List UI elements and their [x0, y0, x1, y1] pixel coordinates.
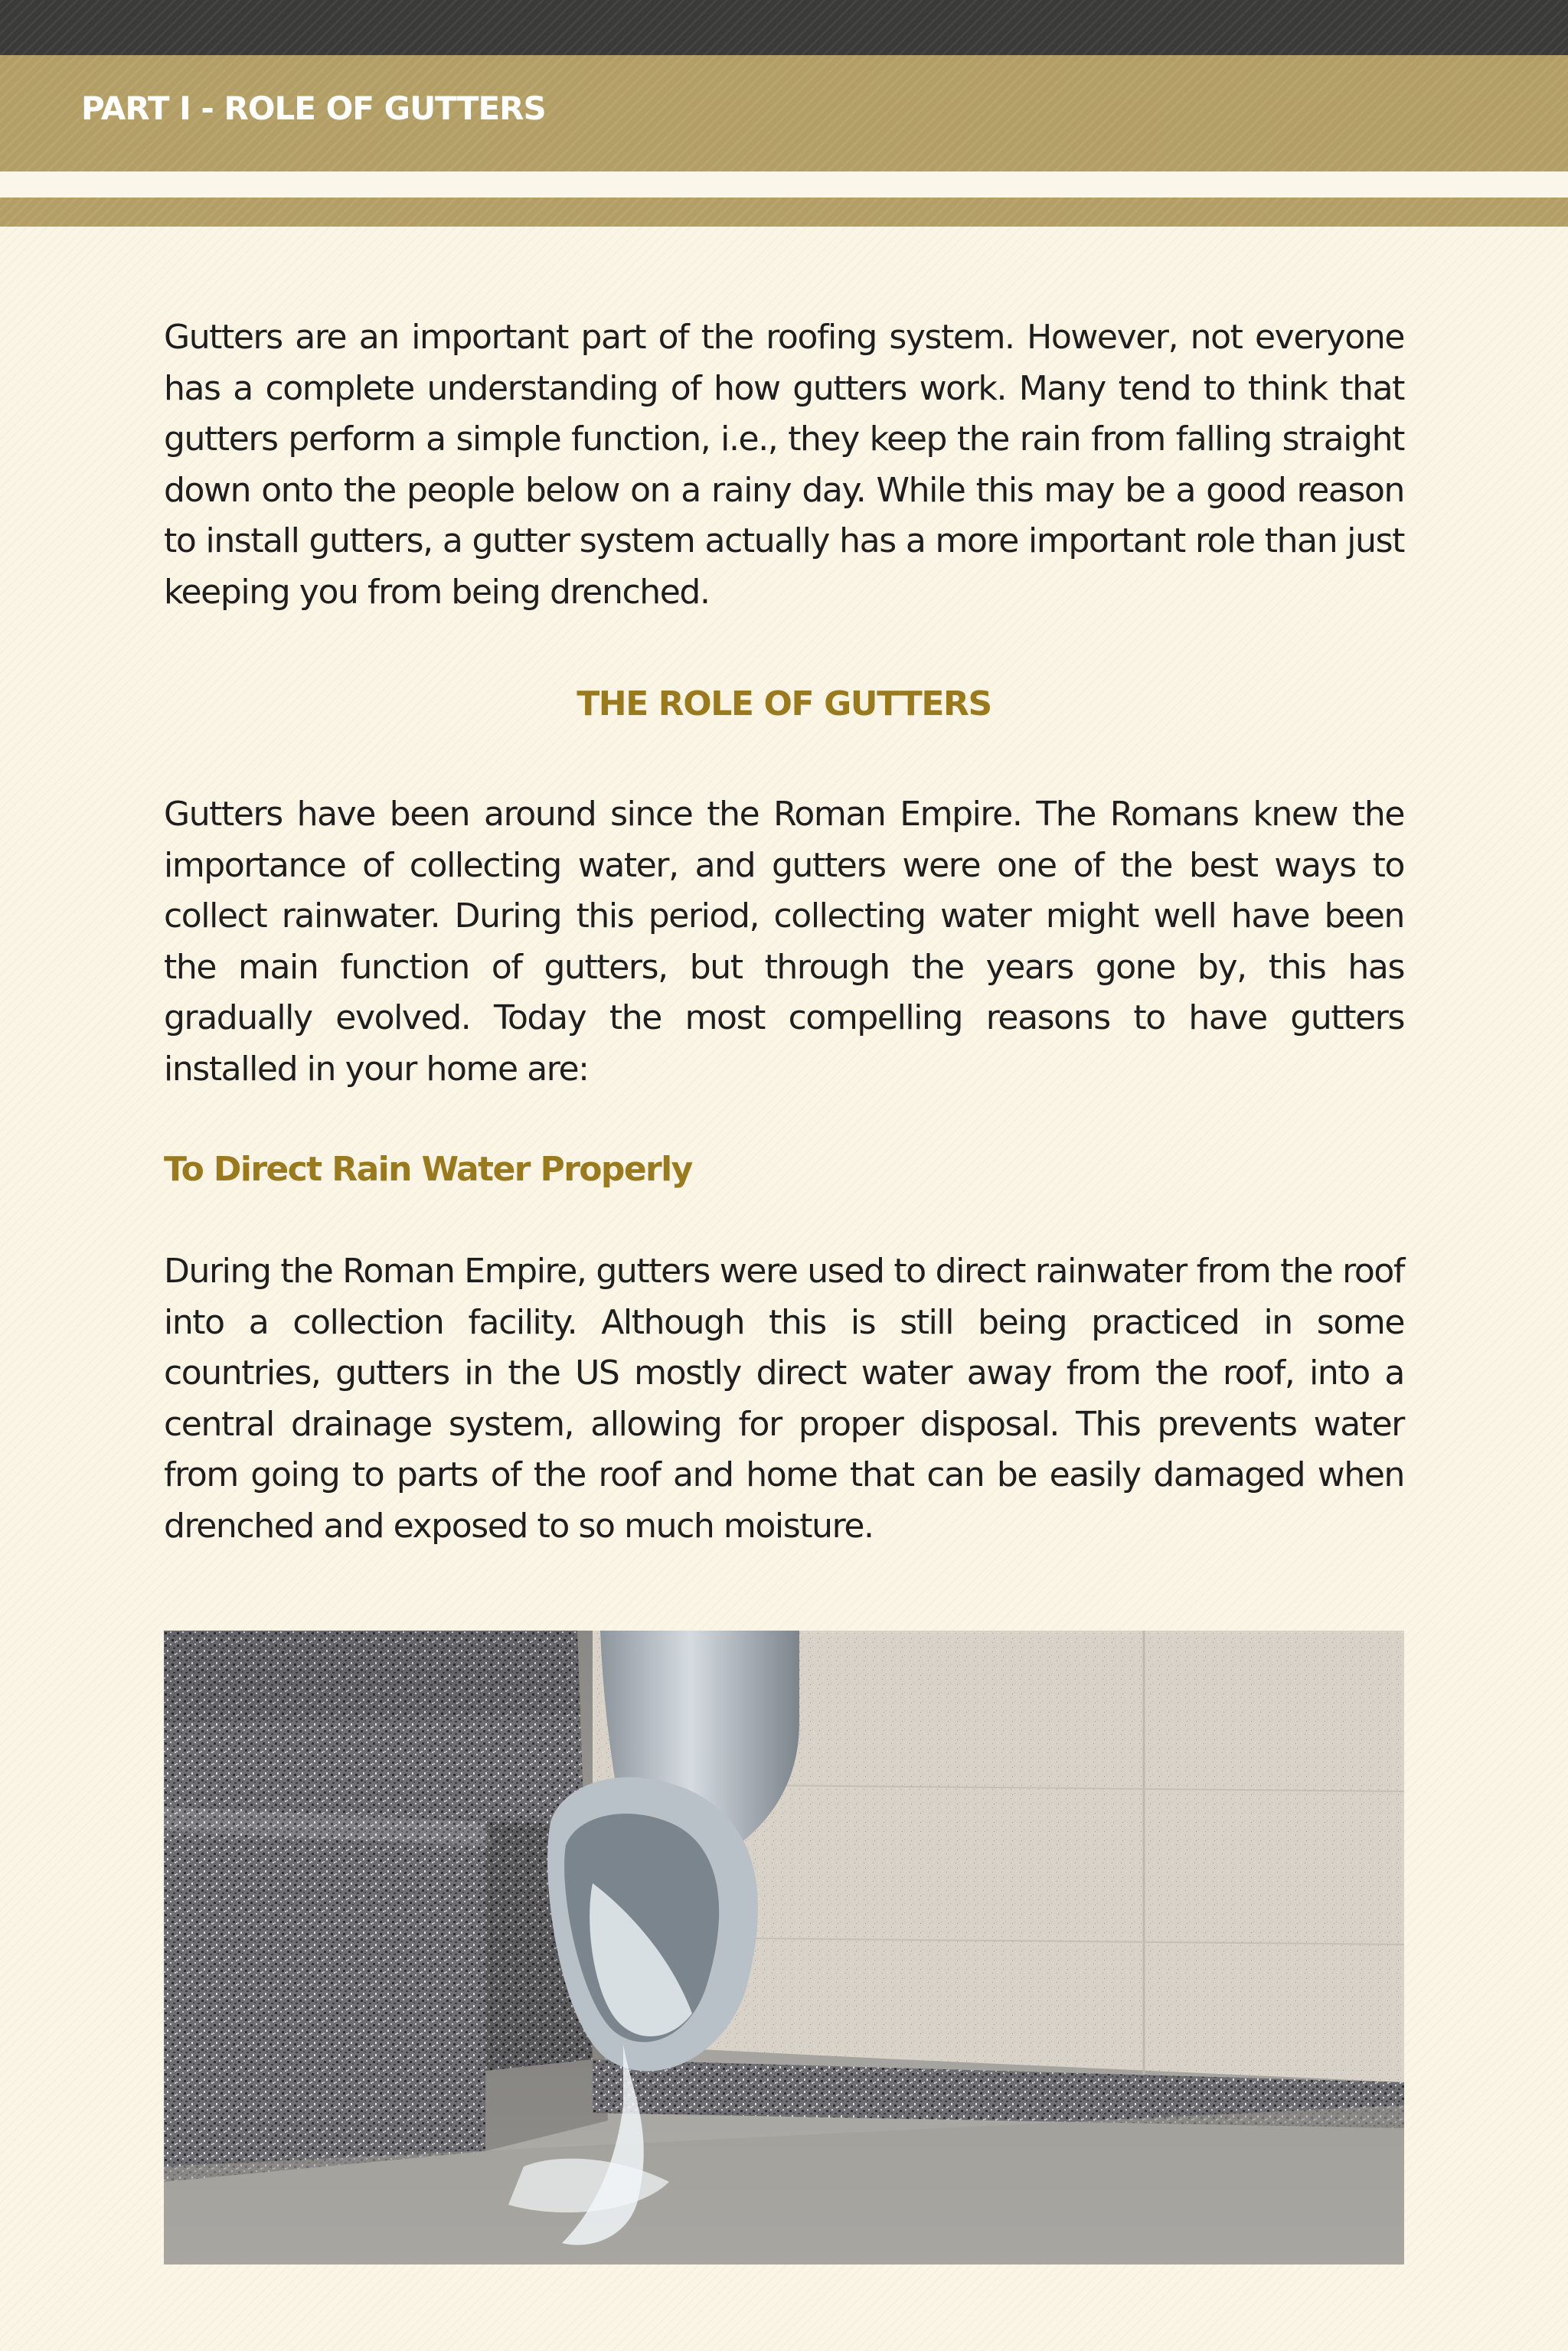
history-paragraph: Gutters have been around since the Roman Empire. The Romans knew the importance of collecting water, and gutters were one of the best ways to collect rainwater. During this period, collecting water might well have been the main function of gutters, but through the years gone by, this has gradually evolved. Today the most compelling reasons to have gutters installed in your home are: [164, 795, 1404, 1089]
direct-rain-paragraph: During the Roman Empire, gutters were used to direct rainwater from the roof into a collection facility. Although this is still being practiced in some countries, gutters in the US mostly direct water away from the roof, into a central drainage system, allowing for proper disposal. This prevents water from going to parts of the roof and home that can be easily damaged when drenched and exposed to so much moisture. [164, 1252, 1404, 1546]
article-body [164, 312, 1404, 1552]
downspout-photo [164, 1631, 1404, 2264]
top-dark-bar [0, 0, 1568, 55]
header-divider-gap [0, 171, 1568, 198]
subsection-heading: To Direct Rain Water Properly [164, 1150, 692, 1189]
section-heading: THE ROLE OF GUTTERS [577, 684, 991, 723]
header-stripe [0, 198, 1568, 227]
page-title: PART I - ROLE OF GUTTERS [81, 90, 546, 127]
intro-paragraph: Gutters are an important part of the roofing system. However, not everyone has a complete understanding of how gutters work. Many tend to think that gutters perform a simple function, i.e., they keep the rain from falling straight down onto the people below on a rainy day. While this may be a good reason to install gutters, a gutter system actually has a more important role than just keeping you from being drenched. [164, 318, 1404, 612]
